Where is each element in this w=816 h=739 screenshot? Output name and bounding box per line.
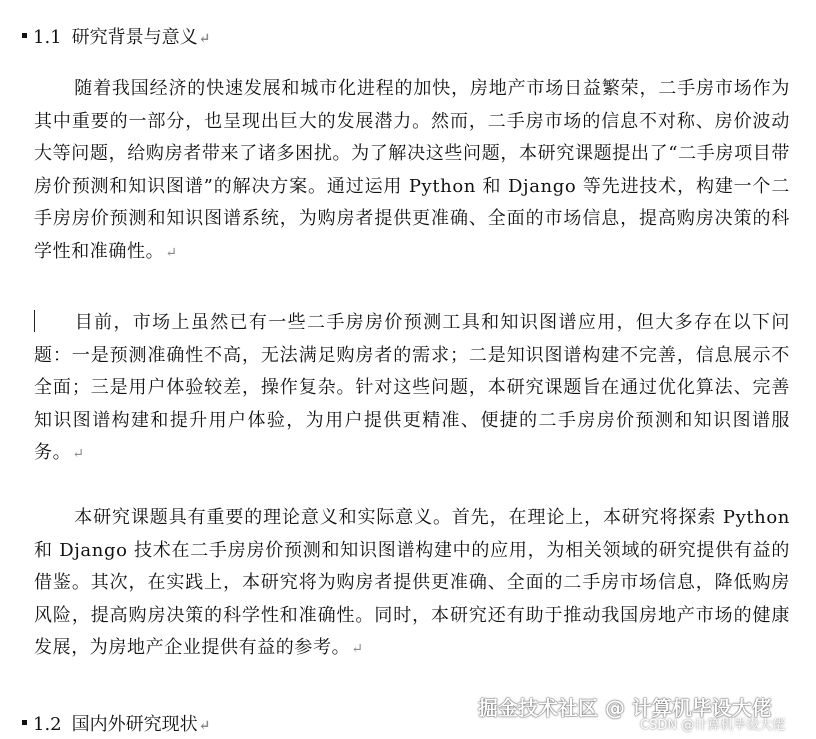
paragraph-mark-icon: ↵ xyxy=(72,446,85,462)
heading-bullet-icon xyxy=(22,33,27,38)
section-title: 研究背景与意义 xyxy=(71,27,198,48)
paragraph-1-text: 随着我国经济的快速发展和城市化进程的加快，房地产市场日益繁荣，二手房市场作为其中重要的一部分，也呈现出巨大的发展潜力。然而，二手房市场的信息不对称、房价波动大等问题，给购房者带来了诸多困扰。为了解决这些问题，本研究课题提出了“二手房项目带房价预测和知识图谱”的解决方案。通过运用 Python 和 Django 等先进技术，构建一个二手房房价预测和知识图谱系统，为购房者提供更准确、全面的市场信息，提高购房决策的科学性和准确性。 xyxy=(34,78,790,262)
section-number: 1.1 xyxy=(33,27,62,48)
section-title: 国内外研究现状 xyxy=(71,714,198,735)
section-number: 1.2 xyxy=(33,714,62,735)
paragraph-mark-icon: ↵ xyxy=(165,244,178,261)
paragraph-mark-icon: ↵ xyxy=(198,31,211,47)
paragraph-2-text: 目前，市场上虽然已有一些二手房房价预测工具和知识图谱应用，但大多存在以下问题：一是预测准确性不高，无法满足购房者的需求；二是知识图谱构建不完善，信息展示不全面；三是用户体验较差，操作复杂。针对这些问题，本研究课题旨在通过优化算法、完善知识图谱构建和提升用户体验，为用户提供更精准、便捷的二手房房价预测和知识图谱服务。 xyxy=(34,312,790,463)
section-heading-1-2 xyxy=(22,713,210,737)
paragraph-1[interactable] xyxy=(34,73,790,269)
watermark-juejin: 掘金技术社区 @ 计算机毕设大佬 xyxy=(478,696,772,720)
section-heading-1-1 xyxy=(22,26,210,50)
paragraph-mark-icon: ↵ xyxy=(198,718,211,734)
watermark-csdn: CSDN @计算机毕设大佬 xyxy=(640,718,786,733)
paragraph-3-text: 本研究课题具有重要的理论意义和实际意义。首先，在理论上，本研究将探索 Python 和 Django 技术在二手房房价预测和知识图谱构建中的应用，为相关领域的研究提供有益的借鉴。其次，在实践上，本研究将为购房者提供更准确、全面的二手房市场信息，降低购房风险，提高购房决策的科学性和准确性。同时，本研究还有助于推动我国房地产市场的健康发展，为房地产企业提供有益的参考。 xyxy=(34,507,790,658)
paragraph-mark-icon: ↵ xyxy=(351,641,364,657)
paragraph-2[interactable] xyxy=(34,307,790,471)
heading-bullet-icon xyxy=(22,720,27,725)
paragraph-3[interactable] xyxy=(34,502,790,666)
text-cursor xyxy=(34,310,35,332)
